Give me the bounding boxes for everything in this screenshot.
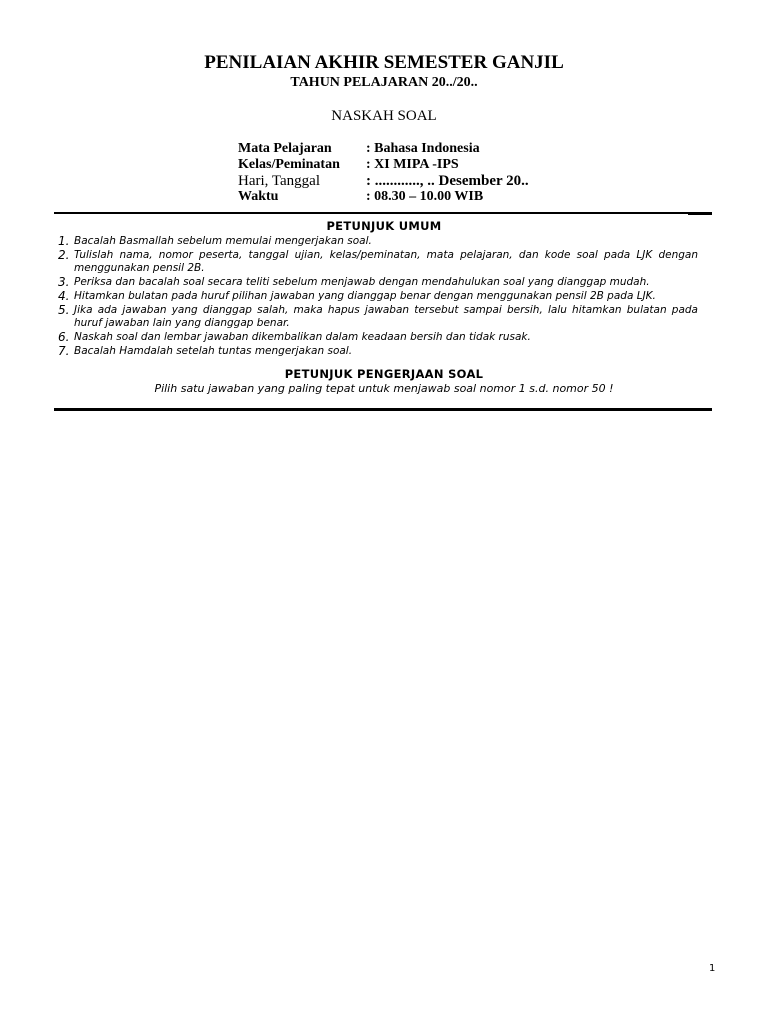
top-divider — [54, 212, 712, 214]
info-value: : 08.30 – 10.00 WIB — [366, 189, 484, 204]
list-number: 1. — [58, 234, 70, 248]
list-text: Hitamkan bulatan pada huruf pilihan jawaban yang dianggap benar dengan menggunakan pensil 2B pada LJK. — [74, 290, 656, 302]
list-item — [58, 235, 698, 248]
list-text: Periksa dan bacalah soal secara teliti sebelum menjawab dengan mendahulukan soal yang dianggap mudah. — [74, 276, 650, 288]
list-item — [58, 331, 698, 344]
list-item — [58, 290, 698, 303]
document-type: NASKAH SOAL — [331, 108, 437, 124]
bottom-divider — [54, 408, 712, 411]
list-number: 7. — [58, 344, 70, 358]
info-row-time — [238, 189, 529, 205]
info-label: Hari, Tanggal — [238, 173, 320, 189]
list-number: 2. — [58, 248, 70, 262]
info-value: : XI MIPA -IPS — [366, 157, 459, 172]
info-label: Kelas/Peminatan — [238, 157, 340, 172]
list-item — [58, 304, 698, 330]
list-text: Jika ada jawaban yang dianggap salah, maka hapus jawaban tersebut sampai bersih, lalu hitamkan bulatan pada huruf jawaban lain yang dianggap benar. — [74, 304, 698, 329]
list-text: Tulislah nama, nomor peserta, tanggal ujian, kelas/peminatan, mata pelajaran, dan kode soal pada LJK dengan menggunakan pensil 2B. — [74, 249, 698, 274]
list-number: 4. — [58, 289, 70, 303]
list-text: Bacalah Hamdalah setelah tuntas mengerjakan soal. — [74, 345, 353, 357]
list-item — [58, 276, 698, 289]
work-instructions-heading: PETUNJUK PENGERJAAN SOAL — [284, 367, 484, 381]
info-label: Waktu — [238, 189, 279, 204]
list-text: Bacalah Basmallah sebelum memulai mengerjakan soal. — [74, 235, 372, 247]
general-instructions-list — [58, 235, 698, 359]
info-row-subject — [238, 141, 529, 157]
list-number: 5. — [58, 303, 70, 317]
document-title: PENILAIAN AKHIR SEMESTER GANJIL — [204, 52, 564, 73]
list-number: 3. — [58, 275, 70, 289]
info-row-class — [238, 157, 529, 173]
page-number: 1 — [709, 963, 716, 974]
list-item — [58, 249, 698, 275]
info-row-date — [238, 173, 529, 189]
list-item — [58, 345, 698, 358]
info-value: : ............, .. Desember 20.. — [366, 173, 529, 189]
top-divider-accent — [688, 212, 712, 215]
general-instructions-heading: PETUNJUK UMUM — [326, 219, 442, 233]
exam-info — [238, 141, 529, 205]
academic-year: TAHUN PELAJARAN 20../20.. — [290, 75, 478, 90]
info-value: : Bahasa Indonesia — [366, 141, 480, 156]
list-number: 6. — [58, 330, 70, 344]
work-instructions-text: Pilih satu jawaban yang paling tepat untuk menjawab soal nomor 1 s.d. nomor 50 ! — [154, 382, 614, 395]
info-label: Mata Pelajaran — [238, 141, 332, 156]
list-text: Naskah soal dan lembar jawaban dikembalikan dalam keadaan bersih dan tidak rusak. — [74, 331, 531, 343]
